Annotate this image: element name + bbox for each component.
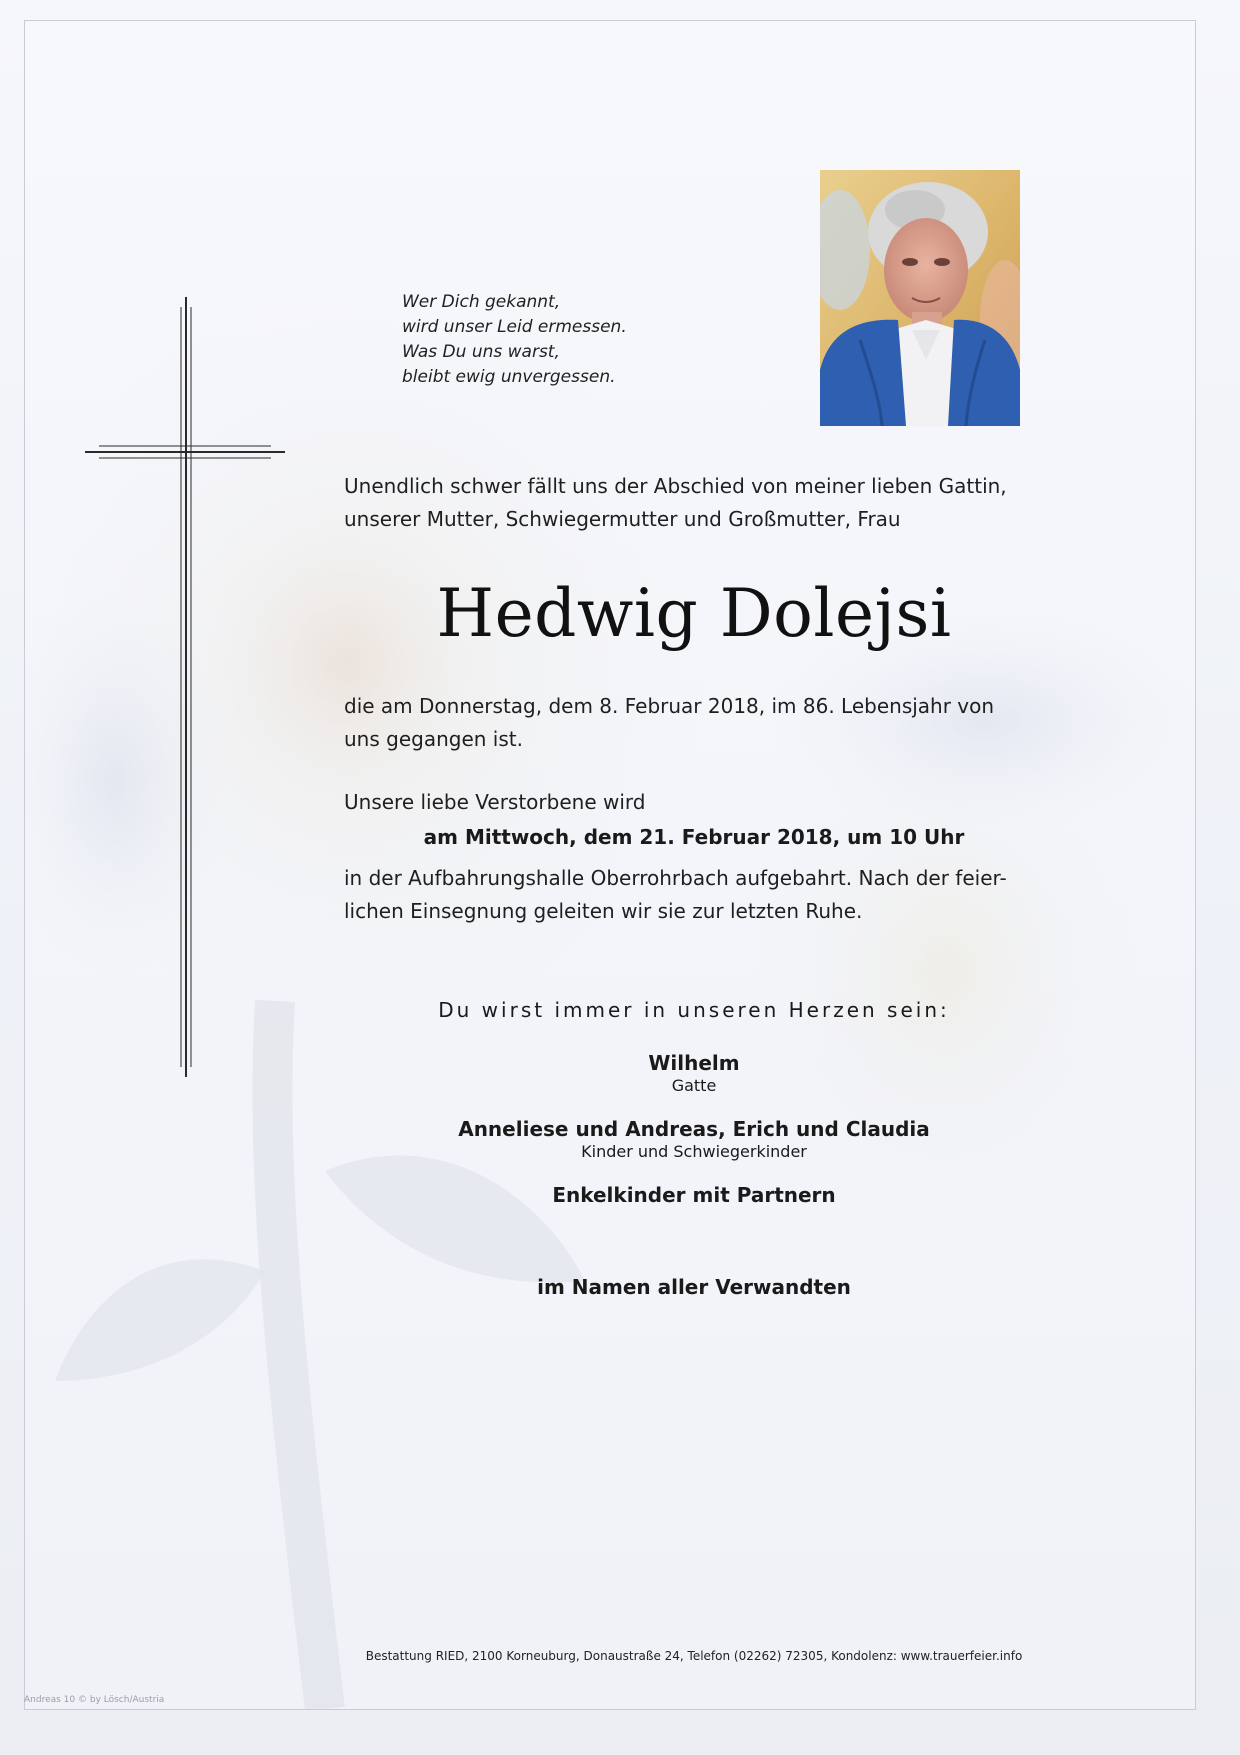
funeral-home-footer: Bestattung RIED, 2100 Korneuburg, Donaustraße 24, Telefon (02262) 72305, Kondolenz: www.trauerfeier.info <box>365 1649 1023 1663</box>
death-info <box>344 690 1044 756</box>
viewing-place-line: lichen Einsegnung geleiten wir sie zur letzten Ruhe. <box>344 899 863 923</box>
memorial-quote <box>402 290 762 390</box>
mourner-role: Kinder und Schwiegerkinder <box>581 1142 807 1161</box>
portrait-photo <box>820 170 1020 426</box>
viewing-place-line: in der Aufbahrungshalle Oberrohrbach aufgebahrt. Nach der feier- <box>344 866 1007 890</box>
quote-line: bleibt ewig unvergessen. <box>402 367 616 387</box>
quote-line: Was Du uns warst, <box>402 342 560 362</box>
mourner-name: Anneliese und Andreas, Erich und Claudia <box>458 1117 930 1141</box>
intro-text <box>344 470 1044 536</box>
viewing-lead <box>344 786 1044 819</box>
quote-line: Wer Dich gekannt, <box>402 292 561 312</box>
intro-line: Unendlich schwer fällt uns der Abschied von meiner lieben Gattin, <box>344 474 1007 498</box>
mourner-entry <box>344 1182 1044 1208</box>
mourner-name: Wilhelm <box>648 1051 740 1075</box>
cross-icon <box>85 297 285 1097</box>
viewing-date: am Mittwoch, dem 21. Februar 2018, um 10 Uhr <box>423 825 965 849</box>
mourner-entry <box>344 1050 1044 1096</box>
intro-line: unserer Mutter, Schwiegermutter und Großmutter, Frau <box>344 507 901 531</box>
death-info-line: die am Donnerstag, dem 8. Februar 2018, im 86. Lebensjahr von <box>344 694 995 718</box>
viewing-place <box>344 862 1044 928</box>
closing-line: im Namen aller Verwandten <box>537 1275 851 1299</box>
design-credit: Andreas 10 © by Lösch/Austria <box>24 1695 165 1705</box>
mourner-role: Gatte <box>671 1076 717 1095</box>
mourner-entry <box>344 1116 1044 1162</box>
quote-line: wird unser Leid ermessen. <box>402 317 627 337</box>
viewing-lead-line: Unsere liebe Verstorbene wird <box>344 790 646 814</box>
death-info-line: uns gegangen ist. <box>344 727 523 751</box>
heart-line: Du wirst immer in unseren Herzen sein: <box>438 998 950 1022</box>
deceased-name: Hedwig Dolejsi <box>436 575 952 652</box>
mourner-name: Enkelkinder mit Partnern <box>552 1183 836 1207</box>
